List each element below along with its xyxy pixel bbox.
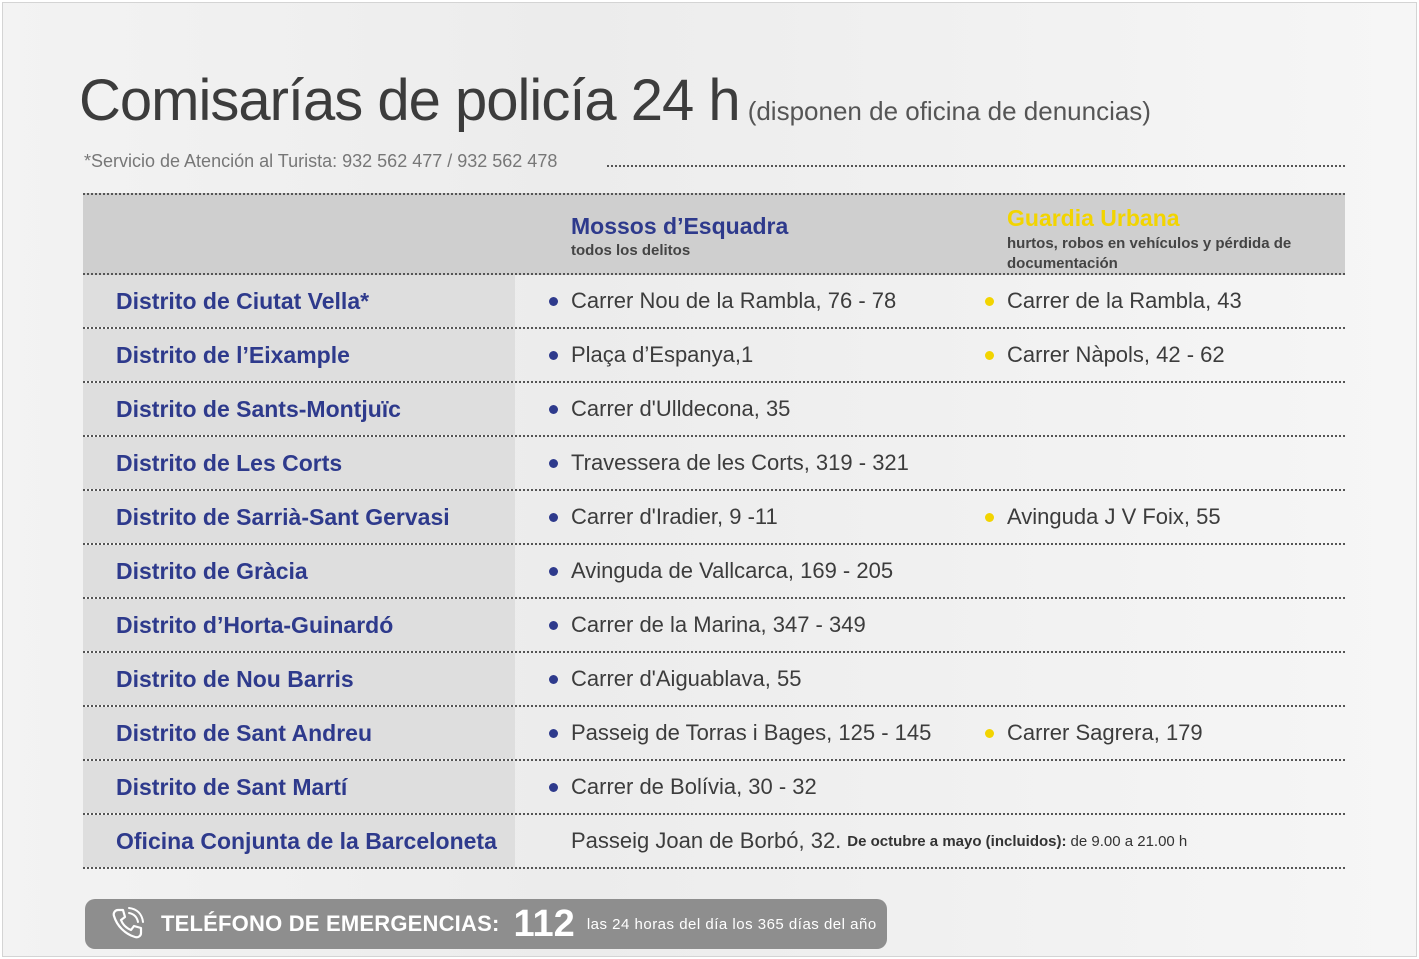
mossos-address <box>549 288 896 314</box>
blue-bullet-icon <box>549 621 558 630</box>
mossos-address <box>549 774 817 800</box>
mossos-address-text: Carrer d'Iradier, 9 -11 <box>571 504 778 529</box>
title-row <box>79 67 1151 134</box>
emergency-banner <box>85 899 887 949</box>
schedule-note-hours: de 9.00 a 21.00 h <box>1070 832 1188 850</box>
mossos-address-text: Travessera de les Corts, 319 - 321 <box>571 450 909 475</box>
district-name: Distrito de Sant Martí <box>83 761 515 813</box>
mossos-address-text: Carrer Nou de la Rambla, 76 - 78 <box>571 288 897 313</box>
dotted-divider <box>607 165 1345 167</box>
district-name: Distrito de Sant Andreu <box>83 707 515 759</box>
header-mossos-subtitle: todos los delitos <box>571 242 691 259</box>
blue-bullet-icon <box>549 567 558 576</box>
mossos-address <box>549 666 801 692</box>
schedule-note-bold: De octubre a mayo (incluidos): <box>847 832 1067 850</box>
guardia-address <box>985 288 1242 314</box>
yellow-bullet-icon <box>985 297 994 306</box>
mossos-address <box>549 342 753 368</box>
emergency-number: 112 <box>513 902 575 945</box>
guardia-address-text: Avinguda J V Foix, 55 <box>1007 504 1221 529</box>
guardia-address <box>985 342 1225 368</box>
mossos-address-text: Avinguda de Vallcarca, 169 - 205 <box>571 558 894 583</box>
mossos-address-text: Carrer d'Ulldecona, 35 <box>571 396 791 421</box>
mossos-address-text: Carrer de Bolívia, 30 - 32 <box>571 774 817 799</box>
table-row <box>83 275 1345 329</box>
blue-bullet-icon <box>549 405 558 414</box>
table-row <box>83 761 1345 815</box>
blue-bullet-icon <box>549 351 558 360</box>
district-name: Oficina Conjunta de la Barceloneta <box>83 815 515 867</box>
table-row <box>83 707 1345 761</box>
header-guardia <box>1007 205 1307 274</box>
table-row <box>83 653 1345 707</box>
yellow-bullet-icon <box>985 351 994 360</box>
table-header <box>83 193 1345 275</box>
district-name: Distrito de Sarrià-Sant Gervasi <box>83 491 515 543</box>
mossos-address <box>549 450 909 476</box>
barceloneta-address <box>571 828 1187 854</box>
mossos-address-text: Passeig de Torras i Bages, 125 - 145 <box>571 720 932 745</box>
table-body <box>83 275 1345 815</box>
table-row <box>83 491 1345 545</box>
guardia-address <box>985 720 1203 746</box>
page <box>2 2 1417 957</box>
mossos-address <box>549 396 790 422</box>
mossos-address <box>549 720 931 746</box>
header-mossos <box>571 213 788 259</box>
blue-bullet-icon <box>549 459 558 468</box>
mossos-address <box>549 504 778 530</box>
yellow-bullet-icon <box>985 513 994 522</box>
header-mossos-title: Mossos d’Esquadra <box>571 213 789 239</box>
phone-icon <box>107 904 147 944</box>
guardia-address-text: Carrer de la Rambla, 43 <box>1007 288 1242 313</box>
guardia-address-text: Carrer Sagrera, 179 <box>1007 720 1203 745</box>
header-guardia-subtitle: hurtos, robos en vehículos y pérdida de documentación <box>1007 235 1292 272</box>
table-row-barceloneta <box>83 815 1345 869</box>
table-row <box>83 545 1345 599</box>
table-row <box>83 329 1345 383</box>
emergency-hours: las 24 horas del día los 365 días del año <box>586 915 877 933</box>
mossos-address-text: Plaça d’Espanya,1 <box>571 342 754 367</box>
blue-bullet-icon <box>549 729 558 738</box>
table-row <box>83 383 1345 437</box>
mossos-address <box>549 612 866 638</box>
district-name: Distrito de l’Eixample <box>83 329 515 381</box>
page-title: Comisarías de policía 24 h <box>79 68 740 133</box>
page-subtitle: (disponen de oficina de denuncias) <box>747 96 1151 126</box>
tourist-service-note: *Servicio de Atención al Turista: 932 562 477 / 932 562 478 <box>84 151 558 171</box>
district-name: Distrito de Gràcia <box>83 545 515 597</box>
blue-bullet-icon <box>549 675 558 684</box>
yellow-bullet-icon <box>985 729 994 738</box>
district-name: Distrito de Sants-Montjuïc <box>83 383 515 435</box>
emergency-label: TELÉFONO DE EMERGENCIAS: <box>161 911 500 936</box>
blue-bullet-icon <box>549 297 558 306</box>
table-row <box>83 599 1345 653</box>
mossos-address <box>549 558 893 584</box>
guardia-address <box>985 504 1221 530</box>
stations-table <box>83 193 1345 869</box>
district-name: Distrito de Nou Barris <box>83 653 515 705</box>
district-name: Distrito de Ciutat Vella* <box>83 275 515 327</box>
table-row <box>83 437 1345 491</box>
blue-bullet-icon <box>549 783 558 792</box>
blue-bullet-icon <box>549 513 558 522</box>
district-name: Distrito de Les Corts <box>83 437 515 489</box>
district-name: Distrito d’Horta-Guinardó <box>83 599 515 651</box>
mossos-address-text: Carrer d'Aiguablava, 55 <box>571 666 802 691</box>
guardia-address-text: Carrer Nàpols, 42 - 62 <box>1007 342 1225 367</box>
mossos-address-text: Carrer de la Marina, 347 - 349 <box>571 612 866 637</box>
address-text: Passeig Joan de Borbó, 32. <box>571 828 842 853</box>
header-guardia-title: Guardia Urbana <box>1007 205 1180 231</box>
